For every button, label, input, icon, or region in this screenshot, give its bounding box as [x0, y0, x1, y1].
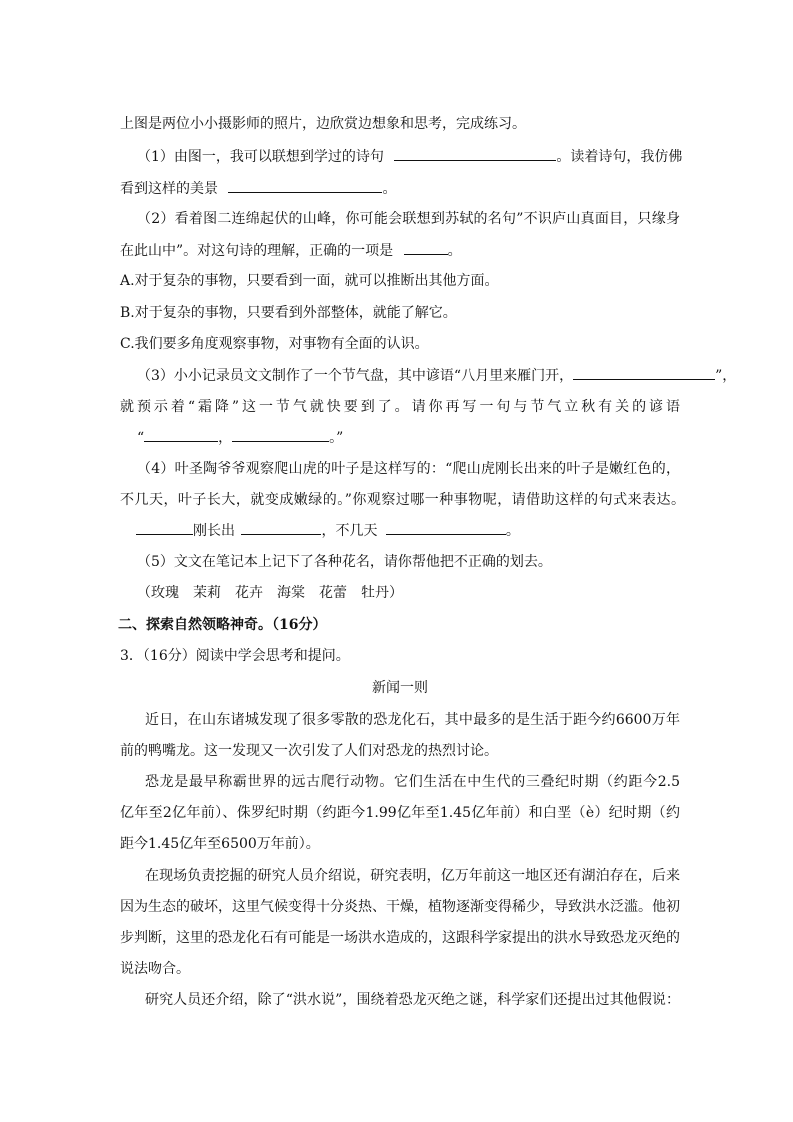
question-3-text: ， [218, 430, 233, 446]
option-c: C.我们要多角度观察事物，对事物有全面的认识。 [120, 336, 429, 352]
question-2-line-2 [120, 240, 680, 260]
question-5-flower-list: （玫瑰 茉莉 花卉 海棠 花蕾 牡丹） [137, 585, 403, 601]
question-1-text: 看到这样的美景 [120, 181, 218, 197]
news-paragraph-line: 恐龙是最早称霸世界的远古爬行动物。它们生活在中生代的三叠纪时期（约距今2.5 [145, 774, 680, 790]
question-3-line-2: 就预示着“霜降”这一节气就快要到了。请你再写一句与节气立秋有关的谚语 [120, 399, 680, 415]
answer-blank[interactable] [404, 240, 448, 255]
answer-blank[interactable] [241, 520, 321, 535]
answer-blank[interactable] [573, 365, 715, 380]
question-1-text: 。读着诗句，我仿佛 [556, 149, 683, 165]
question-1-line-2 [120, 178, 680, 198]
question-3-line-1 [137, 365, 737, 385]
option-a: A.对于复杂的事物，只要看到一面，就可以推断出其他方面。 [120, 273, 499, 289]
news-paragraph-line: 说法吻合。 [120, 961, 190, 977]
news-paragraph-line: 距今1.45亿年至6500万年前）。 [120, 836, 320, 852]
news-title: 新闻一则 [372, 680, 428, 696]
question-1-text: 。 [382, 181, 397, 197]
answer-blank[interactable] [228, 178, 382, 193]
answer-blank[interactable] [144, 427, 218, 442]
question-4-line-3 [136, 520, 696, 540]
news-paragraph-line: 近日，在山东诸城发现了很多零散的恐龙化石，其中最多的是生活于距今约6600万年 [145, 712, 680, 728]
question-5-line-1: （5）文文在笔记本上记下了各种花名，请你帮他把不正确的划去。 [137, 554, 552, 570]
question-3-text: ”， [715, 368, 737, 384]
answer-blank[interactable] [394, 146, 556, 161]
question-4-line-1: （4）叶圣陶爷爷观察爬山虎的叶子是这样写的：“爬山虎刚长出来的叶子是嫩红色的， [137, 461, 680, 477]
news-paragraph-line: 研究人员还介绍，除了“洪水说”，围绕着恐龙灭绝之谜，科学家们还提出过其他假说： [145, 992, 680, 1008]
section-2-heading: 二、探索自然领略神奇。（16分） [118, 617, 327, 633]
question-3-text: （3）小小记录员文文制作了一个节气盘，其中谚语“八月里来雁门开， [137, 368, 574, 384]
question-3-line-3 [137, 427, 697, 447]
option-b: B.对于复杂的事物，只要看到外部整体，就能了解它。 [120, 305, 457, 321]
question-1-text: （1）由图一，我可以联想到学过的诗句 [137, 149, 384, 165]
question-4-text: 。 [505, 523, 520, 539]
question-4-line-2: 不几天，叶子长大，就变成嫩绿的。”你观察过哪一种事物呢，请借助这样的句式来表达。 [120, 492, 685, 508]
question-2-text: 。 [447, 243, 462, 259]
question-4-text: 刚长出 [193, 523, 235, 539]
news-paragraph-line: 步判断，这里的恐龙化石有可能是一场洪水造成的，这跟科学家提出的洪水导致恐龙灭绝的 [120, 930, 680, 946]
answer-blank[interactable] [386, 520, 506, 535]
answer-blank[interactable] [136, 520, 193, 535]
question-1-line-1 [137, 146, 697, 166]
question-2-line-1: （2）看着图二连绵起伏的山峰，你可能会联想到苏轼的名句”不识庐山真面目，只缘身 [137, 211, 680, 227]
question-2-text: 在此山中”。对这句诗的理解，正确的一项是 [120, 243, 394, 259]
news-paragraph-line: 前的鸭嘴龙。这一发现又一次引发了人们对恐龙的热烈讨论。 [120, 743, 498, 759]
answer-blank[interactable] [232, 427, 329, 442]
question-3-heading: 3．（16分）阅读中学会思考和提问。 [120, 648, 350, 664]
question-3-text: 。” [329, 430, 344, 446]
question-4-text: ，不几天 [321, 523, 378, 539]
news-paragraph-line: 在现场负责挖掘的研究人员介绍说，研究表明，亿万年前这一地区还有湖泊存在，后来 [145, 868, 680, 884]
news-paragraph-line: 因为生态的破坏，这里气候变得十分炎热、干燥，植物逐渐变得稀少，导致洪水泛滥。他初 [120, 899, 680, 915]
news-paragraph-line: 亿年至2亿年前）、侏罗纪时期（约距今1.99亿年至1.45亿年前）和白垩（è）纪时期（约 [120, 805, 680, 821]
intro-text: 上图是两位小小摄影师的照片，边欣赏边想象和思考，完成练习。 [120, 116, 526, 132]
question-3-text: “ [137, 430, 145, 446]
